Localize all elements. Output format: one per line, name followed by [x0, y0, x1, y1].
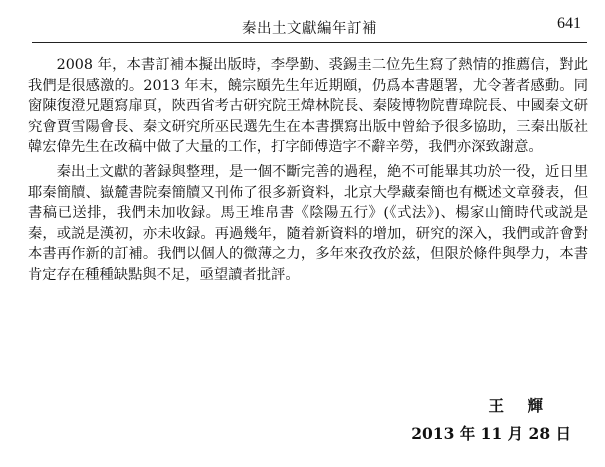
running-title: 秦出土文獻編年訂補	[242, 21, 377, 37]
header-rule	[32, 42, 587, 43]
page-number: 641	[557, 15, 581, 32]
paragraph-acknowledgements: 2008 年，本書訂補本擬出版時，李學勤、裘錫圭二位先生寫了熱情的推薦信，對此我們是很感激的。2013 年末，饒宗頤先生年近期頤，仍爲本書題署，尤令著者感動。同窗陳復澄兄題寫扉頁，陝西省考古研究院王煒林院長、秦陵博物院曹瑋院長、中國秦文研究會賈雪陽會長、秦文研究所巫民選先生在本書撰寫出版中曾給予很多協助，三秦出版社韓宏偉先生在改稿中做了大量的工作，打字師傅造字不辭辛勞，我們亦深致謝意。	[28, 57, 588, 156]
body-text	[28, 55, 588, 290]
author-signature: 王 輝	[488, 396, 547, 415]
paragraph-limitations: 秦出土文獻的著録與整理，是一個不斷完善的過程，絶不可能畢其功於一役，近日里耶秦簡牘、嶽麓書院秦簡牘又刊佈了很多新資料，北京大學藏秦簡也有概述文章發表，但書稿已送排，我們未加收録。馬王堆帛書《陰陽五行》(《式法》)、楊家山簡時代或説是秦，或説是漢初，亦未收録。再過幾年，隨着新資料的增加，研究的深入，我們或許會對本書再作新的訂補。我們以個人的微薄之力，多年來孜孜於兹，但限於條件與學力，本書肯定存在種種缺點與不足，亟望讀者批評。	[28, 163, 588, 283]
page-header	[32, 14, 587, 40]
signature-date: 2013 年 11 月 28 日	[411, 424, 571, 443]
